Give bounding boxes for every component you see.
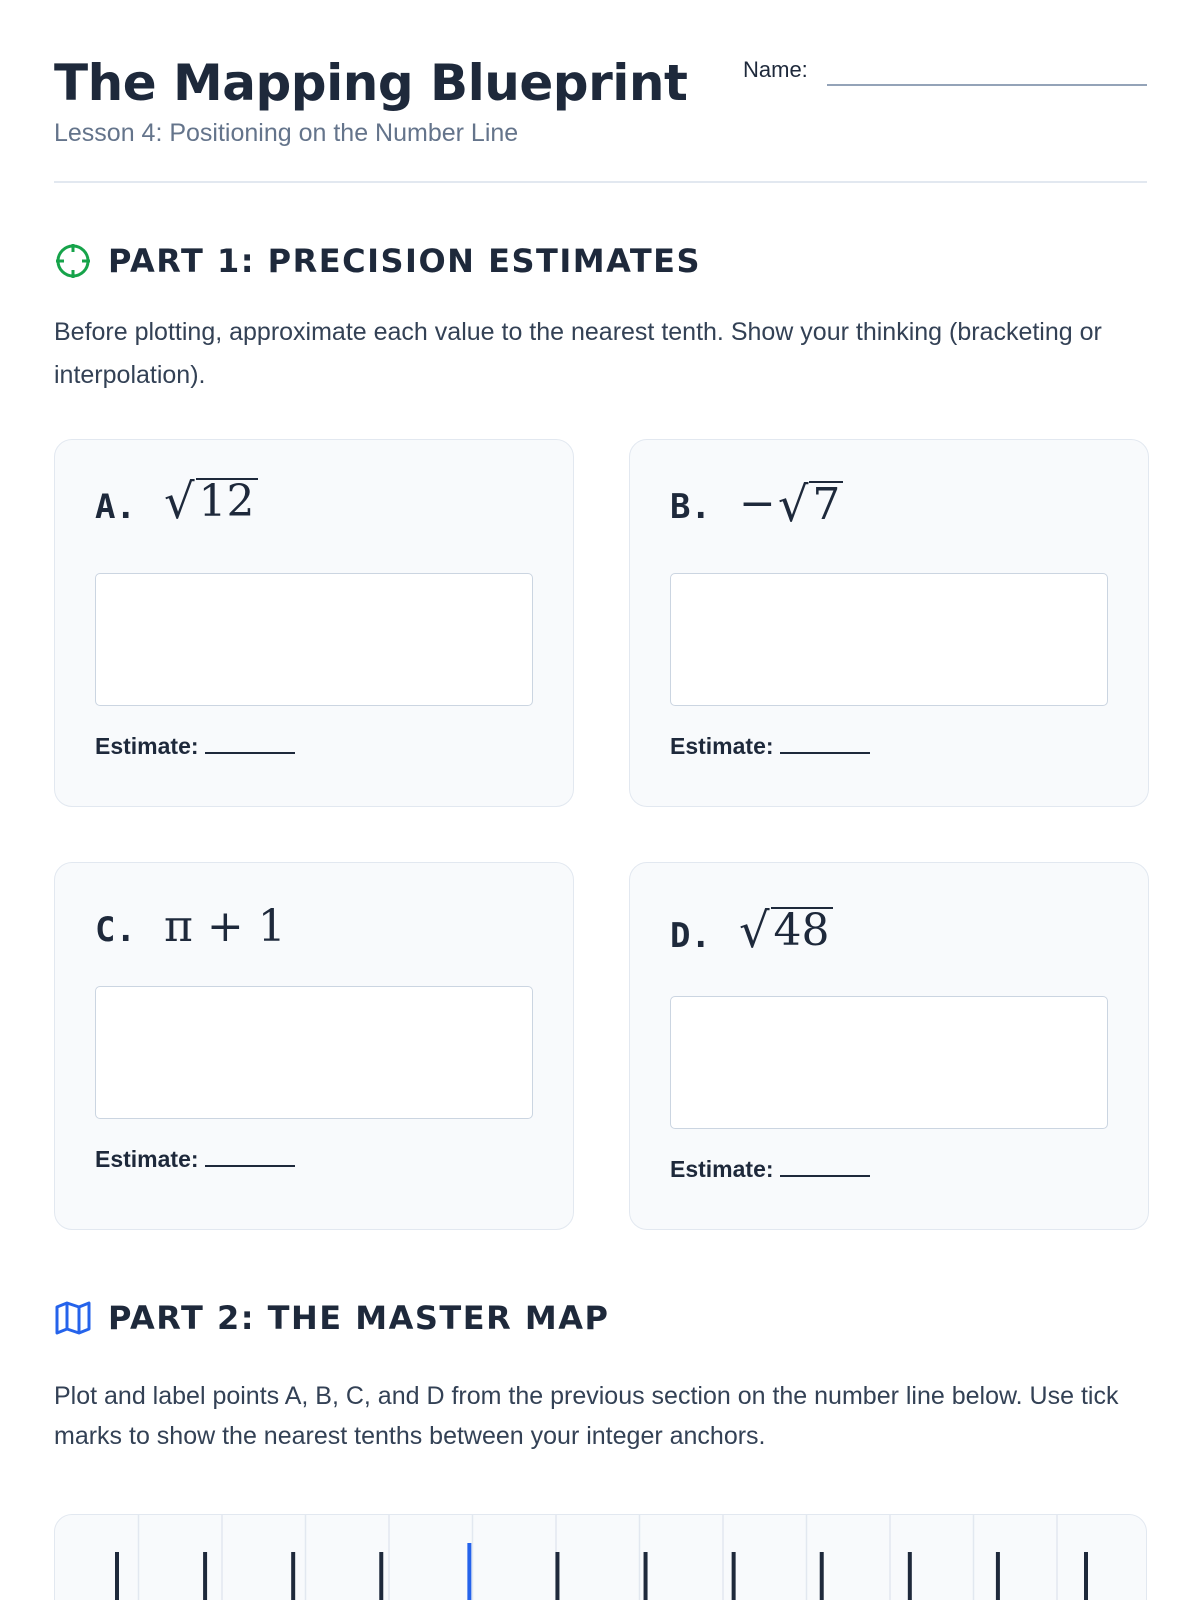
math-expression bbox=[738, 903, 833, 959]
crosshair-icon bbox=[54, 242, 92, 280]
part2-heading-label: PART 2: THE MASTER MAP bbox=[108, 1299, 610, 1337]
estimate-a bbox=[95, 733, 295, 760]
estimate-blank[interactable] bbox=[780, 752, 870, 754]
math-expression bbox=[738, 477, 843, 533]
work-area-b[interactable] bbox=[670, 573, 1108, 706]
part1-instructions: Before plotting, approximate each value to the nearest tenth. Show your thinking (bracketing or interpolation). bbox=[54, 318, 1102, 389]
estimate-blank[interactable] bbox=[205, 1165, 295, 1167]
problem-card-c bbox=[54, 862, 574, 1230]
sqrt-symbol: √ bbox=[163, 474, 195, 530]
estimate-b bbox=[670, 733, 870, 760]
estimate-label: Estimate: bbox=[670, 733, 774, 759]
name-label: Name: bbox=[743, 57, 808, 82]
work-area-d[interactable] bbox=[670, 996, 1108, 1129]
estimate-label: Estimate: bbox=[670, 1156, 774, 1182]
problem-a bbox=[95, 474, 258, 530]
problem-d bbox=[670, 903, 833, 959]
number-line[interactable] bbox=[54, 1514, 1147, 1600]
radicand: 7 bbox=[809, 481, 843, 527]
sqrt-symbol: √ bbox=[777, 477, 809, 533]
estimate-label: Estimate: bbox=[95, 1146, 199, 1172]
estimate-label: Estimate: bbox=[95, 733, 199, 759]
estimate-blank[interactable] bbox=[780, 1175, 870, 1177]
part1-heading-label: PART 1: PRECISION ESTIMATES bbox=[108, 242, 702, 280]
problem-letter: A. bbox=[95, 487, 136, 527]
work-area-a[interactable] bbox=[95, 573, 533, 706]
problem-b bbox=[670, 477, 843, 533]
math-expression bbox=[163, 474, 258, 530]
worksheet-header bbox=[54, 0, 1147, 183]
estimate-blank[interactable] bbox=[205, 752, 295, 754]
negative-sign: − bbox=[738, 478, 776, 529]
page-subtitle: Lesson 4: Positioning on the Number Line bbox=[54, 119, 519, 147]
problem-card-b bbox=[629, 439, 1149, 807]
part2-heading bbox=[54, 1299, 609, 1337]
problem-letter: B. bbox=[670, 487, 711, 527]
sqrt-symbol: √ bbox=[738, 903, 770, 959]
problem-c bbox=[95, 901, 286, 952]
estimate-c bbox=[95, 1146, 295, 1173]
radicand: 12 bbox=[196, 478, 258, 524]
math-expression: π + 1 bbox=[163, 901, 286, 952]
problem-letter: C. bbox=[95, 910, 136, 950]
part2-instructions: Plot and label points A, B, C, and D from the previous section on the number line below. Use tick marks to show the nearest tenths between your integer anchors. bbox=[54, 1382, 1119, 1450]
map-icon bbox=[54, 1299, 92, 1337]
problem-card-a bbox=[54, 439, 574, 807]
problem-card-d bbox=[629, 862, 1149, 1230]
page-title: The Mapping Blueprint bbox=[54, 54, 688, 112]
work-area-c[interactable] bbox=[95, 986, 533, 1119]
name-field[interactable] bbox=[827, 84, 1147, 86]
radicand: 48 bbox=[771, 907, 833, 953]
estimate-d bbox=[670, 1156, 870, 1183]
problem-letter: D. bbox=[670, 916, 711, 956]
part1-heading bbox=[54, 242, 701, 280]
number-line-svg bbox=[55, 1515, 1147, 1600]
